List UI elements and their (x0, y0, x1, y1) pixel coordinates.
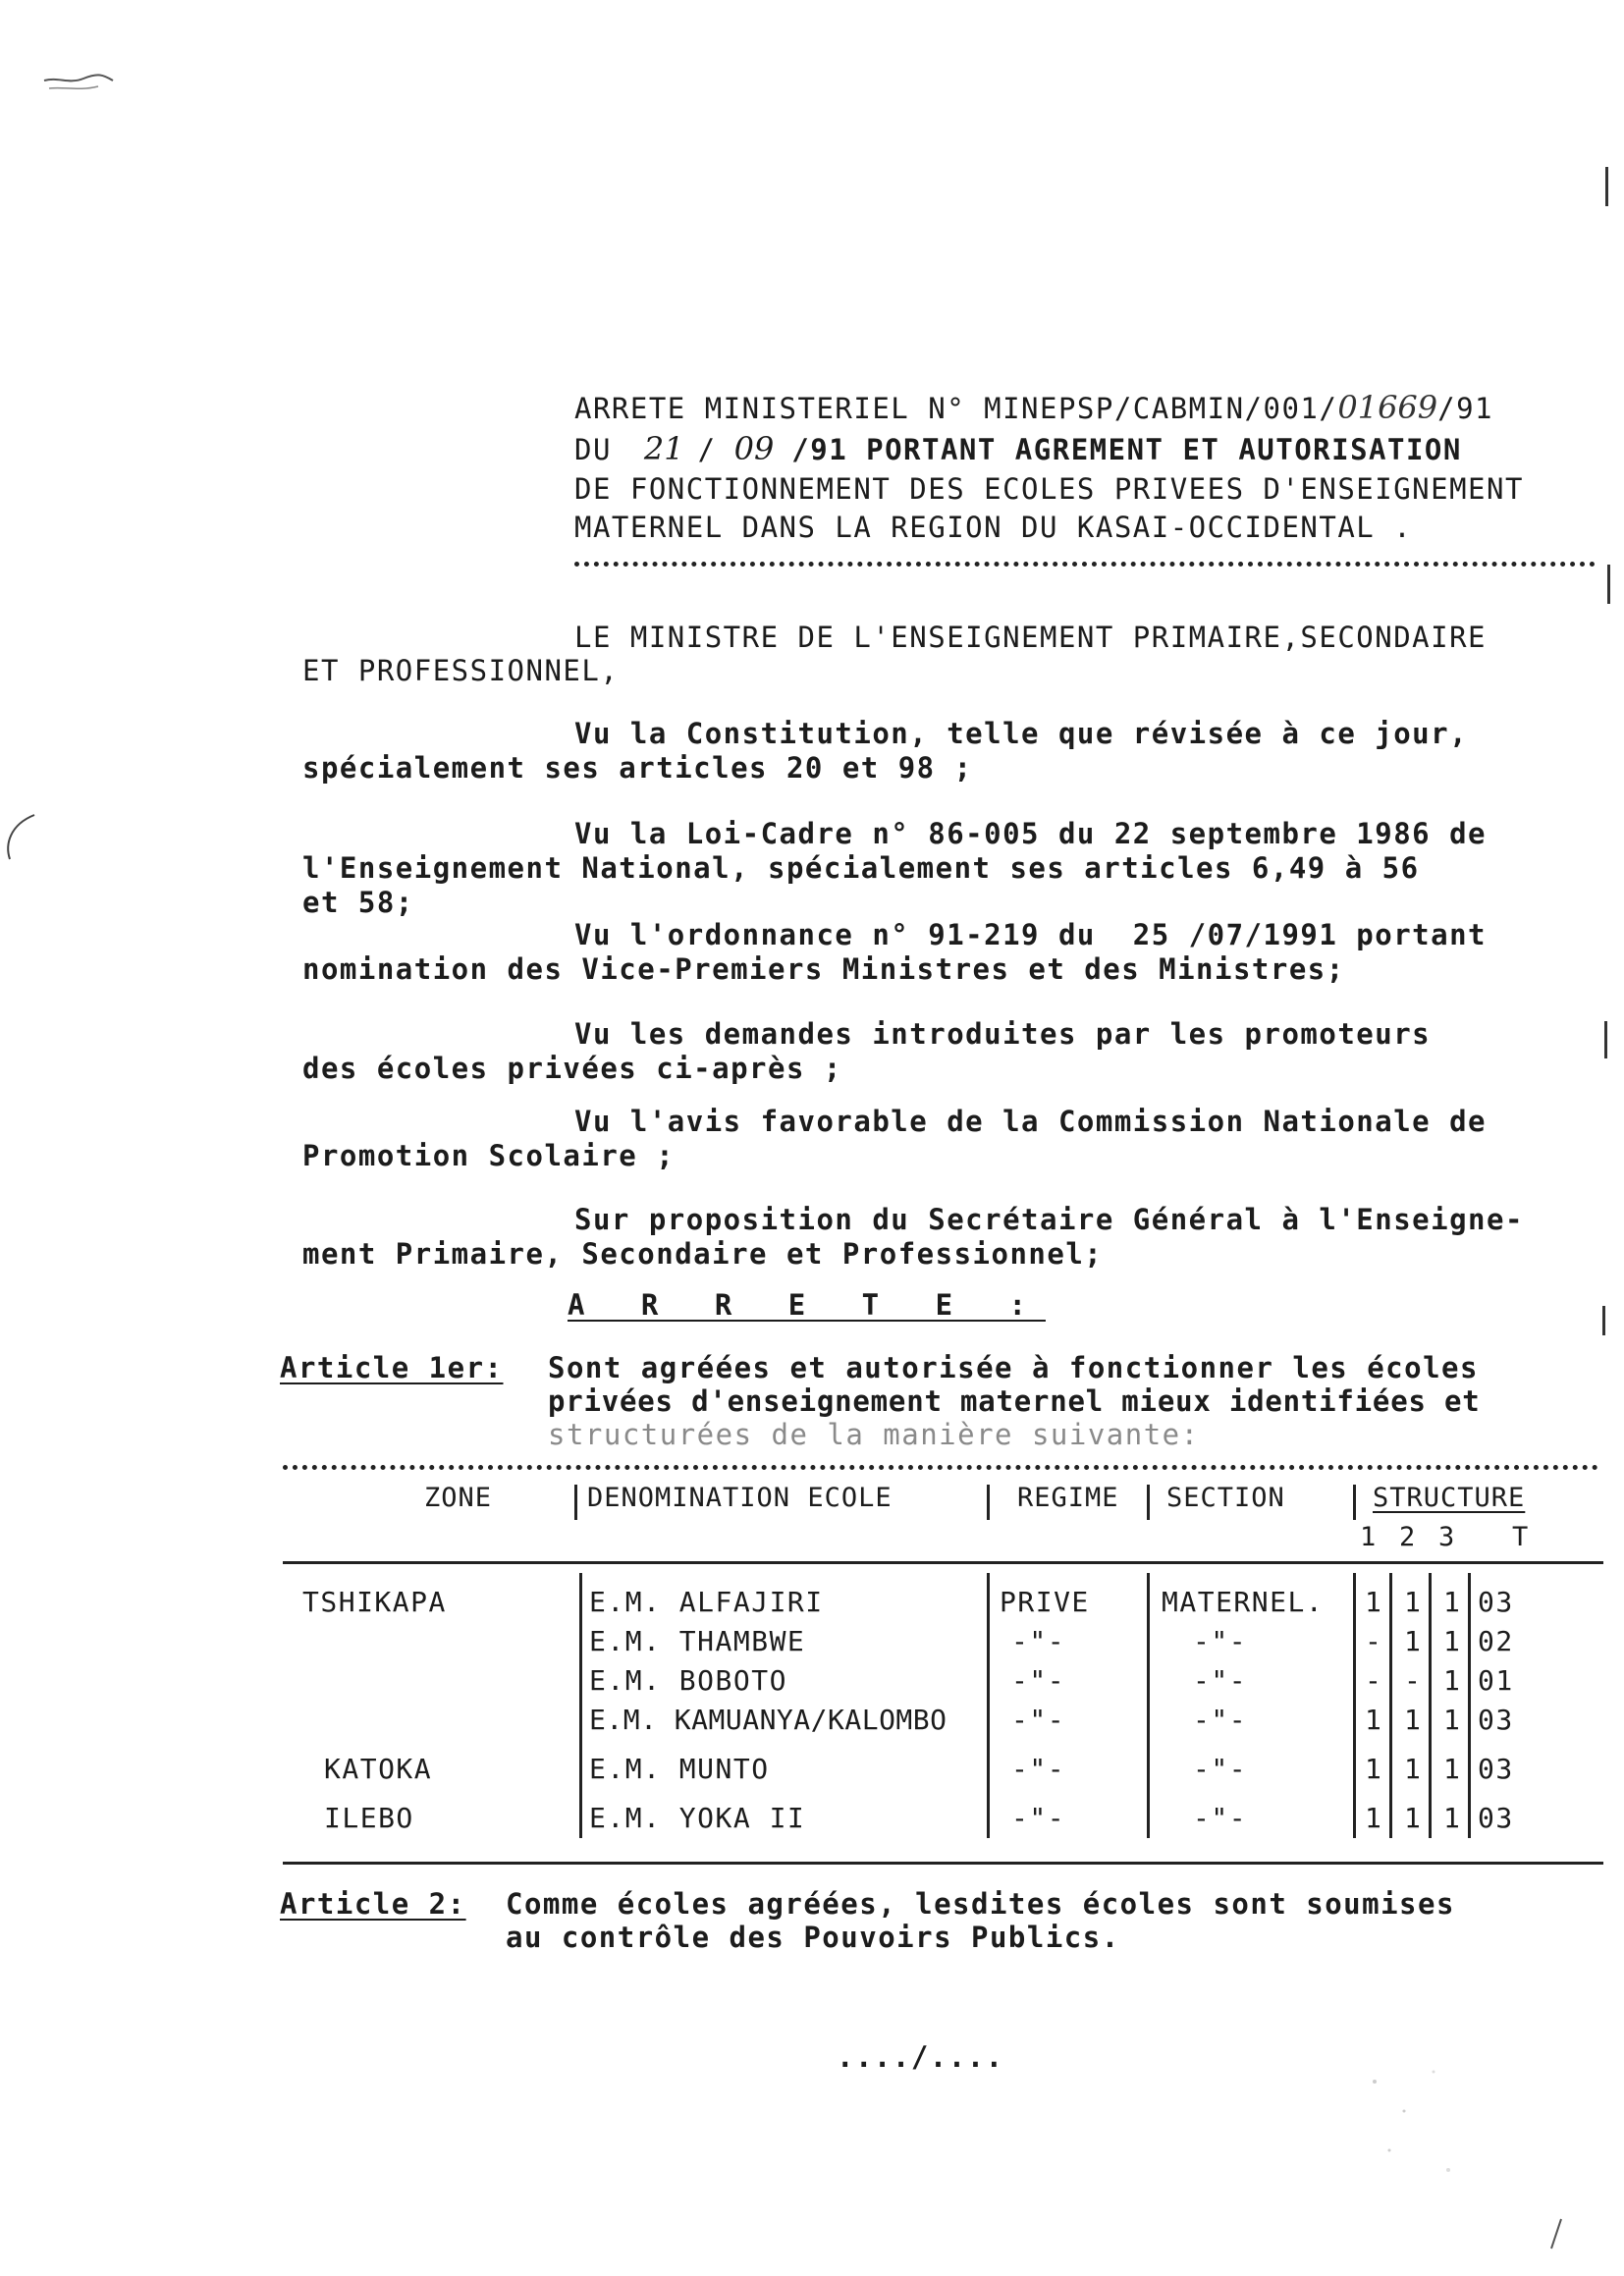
cell-regime: -"- (1011, 1625, 1066, 1657)
cell-section: -"- (1193, 1802, 1248, 1834)
cell-regime: -"- (1011, 1802, 1066, 1834)
cell-ecole: E.M. MUNTO (589, 1753, 770, 1785)
preamble-proposition: Sur proposition du Secrétaire Général à l'Enseigne- (574, 1203, 1524, 1236)
col-header-structure: STRUCTURE (1373, 1483, 1526, 1513)
cell-ecole: E.M. ALFAJIRI (589, 1586, 824, 1618)
preamble-loi-cadre: Vu la Loi-Cadre n° 86-005 du 22 septembre 1986 de (574, 817, 1488, 850)
col-header-structure-2: 2 (1399, 1522, 1417, 1552)
article-1-line-1: Sont agréées et autorisée à fonctionner les écoles (548, 1351, 1479, 1384)
col-sep-s1 (1389, 1573, 1392, 1838)
cell-s2: 1 (1404, 1802, 1423, 1834)
article-2-line-2: au contrôle des Pouvoirs Publics. (506, 1921, 1120, 1954)
handwritten-number: 01669 (1337, 389, 1438, 426)
col-sep-ecole (579, 1573, 582, 1838)
cell-s3: 1 (1443, 1802, 1462, 1834)
table-top-rule (283, 1465, 1598, 1470)
preamble-ordonnance: Vu l'ordonnance n° 91-219 du 25 /07/1991 portant (574, 918, 1488, 951)
article-1-label: Article 1er: (280, 1351, 504, 1384)
margin-mark (1602, 1306, 1605, 1335)
cell-total: 02 (1478, 1625, 1514, 1657)
preamble-loi-cadre-3: et 58; (302, 886, 414, 919)
header-line-1: ARRETE MINISTERIEL N° MINEPSP/CABMIN/001/01669/91 (574, 389, 1494, 426)
preamble-constitution-2: spécialement ses articles 20 et 98 ; (302, 751, 973, 785)
cell-regime: -"- (1011, 1664, 1066, 1697)
cell-s3: 1 (1443, 1664, 1462, 1697)
preamble-avis: Vu l'avis favorable de la Commission Nationale de (574, 1105, 1488, 1138)
col-header-section: SECTION (1166, 1483, 1285, 1513)
cell-s1: - (1365, 1664, 1383, 1697)
preamble-proposition-2: ment Primaire, Secondaire et Professionnel; (302, 1237, 1104, 1271)
cell-regime: PRIVE (1000, 1586, 1090, 1618)
margin-mark (1604, 1021, 1607, 1058)
cell-s2: 1 (1404, 1753, 1423, 1785)
margin-mark (1607, 565, 1610, 604)
article-1-line-3: structurées de la manière suivante: (548, 1418, 1200, 1451)
preamble-constitution: Vu la Constitution, telle que révisée à ce jour, (574, 717, 1469, 750)
preamble-loi-cadre-2: l'Enseignement National, spécialement ses articles 6,49 à 56 (302, 851, 1420, 885)
cell-section: -"- (1193, 1625, 1248, 1657)
cell-section: MATERNEL. (1162, 1586, 1325, 1618)
cell-ecole: E.M. BOBOTO (589, 1664, 787, 1697)
col-header-denomination: DENOMINATION ECOLE (587, 1483, 893, 1513)
table-header-rule (283, 1561, 1603, 1564)
col-sep-header (1147, 1485, 1150, 1520)
cell-ecole: E.M. THAMBWE (589, 1625, 806, 1657)
preamble-avis-2: Promotion Scolaire ; (302, 1139, 676, 1172)
cell-s3: 1 (1443, 1625, 1462, 1657)
col-header-structure-3: 3 (1438, 1522, 1456, 1552)
cell-section: -"- (1193, 1704, 1248, 1736)
cell-zone: ILEBO (324, 1802, 414, 1834)
scan-mark-tick (1542, 2214, 1571, 2253)
header-line-4: MATERNEL DANS LA REGION DU KASAI-OCCIDENTAL . (574, 511, 1413, 544)
col-header-zone: ZONE (424, 1483, 493, 1513)
col-header-structure-1: 1 (1360, 1522, 1378, 1552)
cell-regime: -"- (1011, 1753, 1066, 1785)
article-1-line-2: privées d'enseignement maternel mieux identifiées et (548, 1384, 1481, 1418)
handwritten-month: 09 (733, 430, 775, 467)
col-sep-structure (1353, 1573, 1356, 1838)
handwritten-day: 21 (643, 430, 684, 467)
col-header-structure-total: T (1512, 1522, 1530, 1552)
col-sep-s2 (1429, 1573, 1432, 1838)
cell-total: 01 (1478, 1664, 1514, 1697)
page-continuation: ..../.... (837, 2040, 1004, 2074)
preamble-minister-line: LE MINISTRE DE L'ENSEIGNEMENT PRIMAIRE,SECONDAIRE (574, 621, 1488, 654)
scan-noise (1355, 2052, 1473, 2199)
cell-s2: 1 (1404, 1586, 1423, 1618)
preamble-ordonnance-2: nomination des Vice-Premiers Ministres et des Ministres; (302, 952, 1345, 986)
cell-s3: 1 (1443, 1586, 1462, 1618)
table-bottom-rule (283, 1862, 1603, 1865)
cell-section: -"- (1193, 1753, 1248, 1785)
cell-s1: 1 (1365, 1753, 1383, 1785)
cell-ecole: E.M. YOKA II (589, 1802, 806, 1834)
cell-s2: 1 (1404, 1704, 1423, 1736)
cell-s2: - (1404, 1664, 1423, 1697)
cell-regime: -"- (1011, 1704, 1066, 1736)
preamble-demandes: Vu les demandes introduites par les promoteurs (574, 1017, 1432, 1051)
col-sep-header (1353, 1485, 1356, 1520)
preamble-minister-line-2: ET PROFESSIONNEL, (302, 654, 620, 687)
preamble-demandes-2: des écoles privées ci-après ; (302, 1052, 842, 1085)
scan-mark-bracket (0, 805, 39, 884)
col-sep-regime (987, 1573, 990, 1838)
col-sep-header (574, 1485, 577, 1520)
cell-s1: 1 (1365, 1802, 1383, 1834)
cell-total: 03 (1478, 1753, 1514, 1785)
header-underline (574, 562, 1596, 567)
article-2-line-1: Comme écoles agréées, lesdites écoles sont soumises (506, 1887, 1455, 1921)
header-line-3: DE FONCTIONNEMENT DES ECOLES PRIVEES D'ENSEIGNEMENT (574, 472, 1524, 506)
cell-section: -"- (1193, 1664, 1248, 1697)
margin-mark (1605, 167, 1608, 206)
cell-s1: 1 (1365, 1704, 1383, 1736)
header-line-2: DU 21 / 09 /91 PORTANT AGREMENT ET AUTORISATION (574, 430, 1462, 467)
cell-zone: TSHIKAPA (302, 1586, 447, 1618)
cell-s1: 1 (1365, 1586, 1383, 1618)
col-sep-section (1147, 1573, 1150, 1838)
cell-s1: - (1365, 1625, 1383, 1657)
cell-zone: KATOKA (324, 1753, 433, 1785)
col-sep-s3 (1468, 1573, 1471, 1838)
arrete-heading: A R R E T E : (568, 1288, 1046, 1322)
col-header-regime: REGIME (1017, 1483, 1119, 1513)
cell-s2: 1 (1404, 1625, 1423, 1657)
col-sep-header (987, 1485, 990, 1520)
cell-s3: 1 (1443, 1704, 1462, 1736)
cell-total: 03 (1478, 1586, 1514, 1618)
cell-total: 03 (1478, 1802, 1514, 1834)
cell-total: 03 (1478, 1704, 1514, 1736)
cell-ecole: E.M. KAMUANYA/KALOMBO (589, 1704, 947, 1736)
cell-s3: 1 (1443, 1753, 1462, 1785)
article-2-label: Article 2: (280, 1887, 466, 1921)
scan-mark-scribble (39, 59, 118, 98)
